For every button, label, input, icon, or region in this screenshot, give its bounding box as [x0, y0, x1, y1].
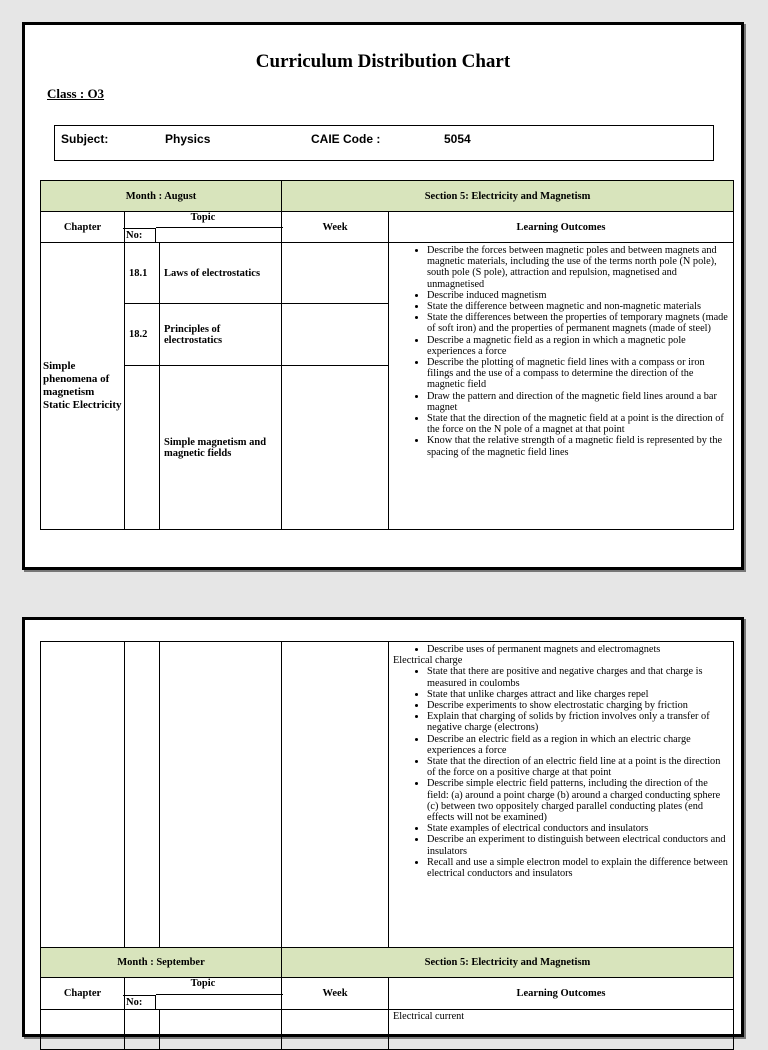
week-cell	[282, 243, 389, 304]
page-title: Curriculum Distribution Chart	[255, 51, 511, 72]
outcome-item: • State the differences between the properties of temporary magnets (made of soft iron) and the properties of permanent magnets (made of steel)	[427, 312, 733, 334]
outcome-item: • Describe an experiment to distinguish between electrical conductors and insulators	[427, 834, 733, 856]
chapter-header: Chapter	[41, 212, 125, 243]
topic-name-cell	[160, 642, 282, 948]
chapter-cell: Simple phenomena of magnetism Static Electricity	[41, 243, 125, 530]
outcomes-list	[389, 666, 733, 879]
document-page-2	[22, 617, 744, 1037]
outcome-item: • Know that the relative strength of a magnetic field is represented by the spacing of the magnetic field lines	[427, 435, 733, 457]
document-page-1	[22, 22, 744, 570]
topic-no-cell	[125, 1010, 160, 1050]
outcome-item: • State that there are positive and negative charges and that charge is measured in coulombs	[427, 666, 733, 688]
topic-header	[125, 978, 282, 1010]
outcomes-list	[389, 245, 733, 458]
chapter-header: Chapter	[41, 978, 125, 1010]
outcome-item: • Describe the plotting of magnetic field lines with a compass or iron filings and the use of a compass to determine the direction of the magnetic field	[427, 357, 733, 391]
outcome-item: • Describe simple electric field patterns, including the direction of the field: (a) around a point charge (b) around a charged conducting sphere (c) between two oppositely charged parallel conducting plates (end effects will not be examined)	[427, 778, 733, 823]
outcomes-header: Learning Outcomes	[389, 212, 734, 243]
outcome-item: • Describe induced magnetism	[427, 290, 733, 301]
topic-header	[125, 212, 282, 243]
no-header-label: No:	[123, 228, 156, 242]
outcome-item: • Explain that charging of solids by friction involves only a transfer of negative charge (electrons)	[427, 711, 733, 733]
class-label: Class : O3	[47, 86, 105, 101]
caie-code-value: 5054	[444, 132, 471, 146]
subject-label: Subject:	[61, 132, 109, 146]
outcome-item: • State examples of electrical conductors and insulators	[427, 823, 733, 834]
no-header-label: No:	[123, 995, 156, 1009]
topic-name-cell	[160, 1010, 282, 1050]
outcomes-list	[389, 644, 733, 655]
subject-value: Physics	[165, 132, 211, 146]
outcome-item: • State that the direction of the magnetic field at a point is the direction of the force on the N pole of a magnet at that point	[427, 413, 733, 435]
outcome-item: • State that the direction of an electric field line at a point is the direction of the force on a positive charge at that point	[427, 756, 733, 778]
chapter-cell	[41, 1010, 125, 1050]
subheading-electrical-charge: Electrical charge	[393, 655, 463, 667]
outcomes-header: Learning Outcomes	[389, 978, 734, 1010]
topic-header-label: Topic	[190, 978, 216, 989]
week-cell	[282, 642, 389, 948]
outcome-item: • State the difference between magnetic and non-magnetic materials	[427, 301, 733, 312]
outcome-item: • Describe uses of permanent magnets and electromagnets	[427, 644, 733, 655]
month-cell: Month : August	[41, 181, 282, 212]
outcomes-cell	[389, 243, 734, 530]
caie-code-label: CAIE Code :	[311, 132, 381, 146]
week-cell	[282, 304, 389, 366]
month-cell: Month : September	[41, 948, 282, 978]
outcome-item: • Describe experiments to show electrostatic charging by friction	[427, 700, 733, 711]
outcome-item: • Recall and use a simple electron model to explain the difference between electrical conductors and insulators	[427, 857, 733, 879]
topic-no-cell	[125, 366, 160, 530]
subheading-electrical-current: Electrical current	[393, 1011, 465, 1022]
outcome-item: • State that unlike charges attract and like charges repel	[427, 689, 733, 700]
outcome-item: • Draw the pattern and direction of the magnetic field lines around a bar magnet	[427, 391, 733, 413]
topic-header-label: Topic	[190, 212, 216, 223]
outcomes-cell	[389, 642, 734, 948]
topic-name-cell: Principles of electrostatics	[160, 304, 282, 366]
outcome-item: • Describe an electric field as a region in which an electric charge experiences a force	[427, 734, 733, 756]
topic-no-cell: 18.1	[125, 243, 160, 304]
section-cell: Section 5: Electricity and Magnetism	[282, 181, 734, 212]
topic-name-cell: Laws of electrostatics	[160, 243, 282, 304]
week-header: Week	[282, 212, 389, 243]
section-cell: Section 5: Electricity and Magnetism	[282, 948, 734, 978]
topic-name-cell: Simple magnetism and magnetic fields	[160, 366, 282, 530]
chapter-cell	[41, 642, 125, 948]
week-header: Week	[282, 978, 389, 1010]
week-cell	[282, 1010, 389, 1050]
week-cell	[282, 366, 389, 530]
outcomes-cell	[389, 1010, 734, 1050]
curriculum-table-1	[40, 180, 734, 530]
topic-no-cell	[125, 642, 160, 948]
topic-no-cell: 18.2	[125, 304, 160, 366]
outcome-item: • Describe a magnetic field as a region in which a magnetic pole experiences a force	[427, 335, 733, 357]
subject-box	[54, 125, 714, 161]
curriculum-table-2	[40, 641, 734, 1050]
outcome-item: • Describe the forces between magnetic poles and between magnets and magnetic materials, including the use of the terms north pole (N pole), south pole (S pole), attraction and repulsion, magnetised and unmagnetised	[427, 245, 733, 290]
